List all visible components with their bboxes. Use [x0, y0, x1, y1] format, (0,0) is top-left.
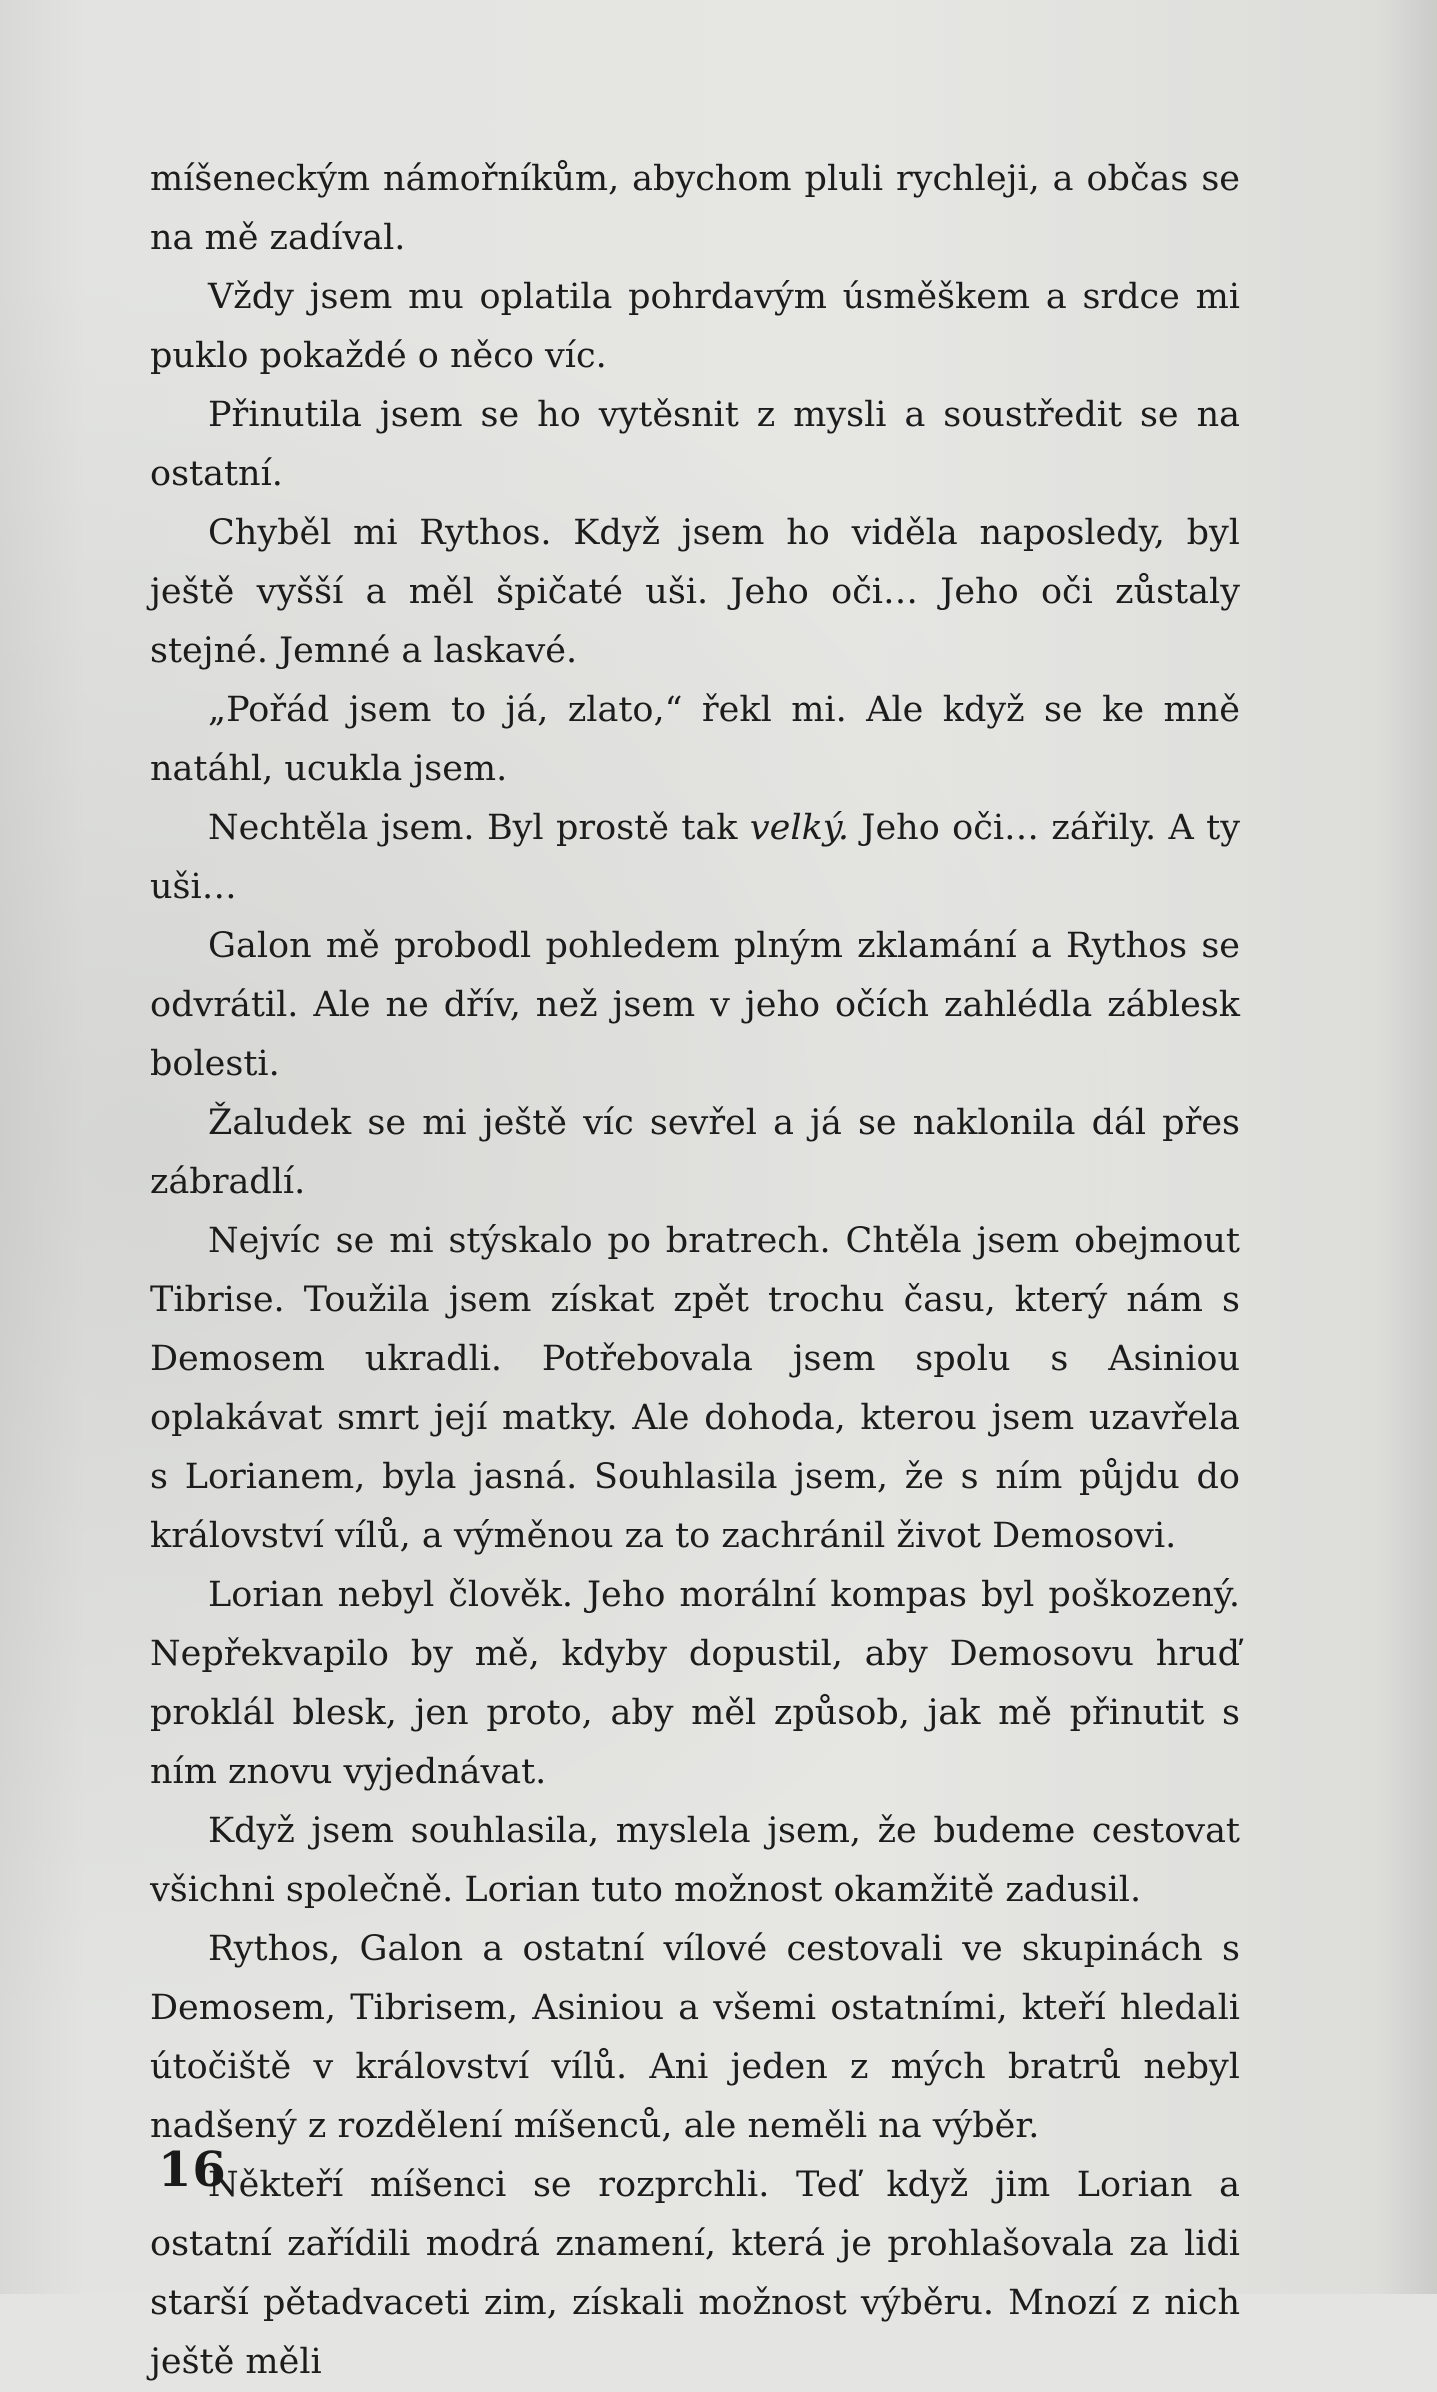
paragraph-5: „Pořád jsem to já, zlato,“ řekl mi. Ale když se ke mně natáhl, ucukla jsem.: [150, 690, 1240, 789]
paragraph-2: Vždy jsem mu oplatila pohrdavým úsměškem a srdce mi puklo pokaždé o něco víc.: [150, 277, 1240, 376]
paragraph-11: Když jsem souhlasila, myslela jsem, že budeme cestovat všichni společně. Lorian tuto možnost okamžitě zadusil.: [150, 1811, 1240, 1910]
paragraph-9: Nejvíc se mi stýskalo po bratrech. Chtěla jsem obejmout Tibrise. Toužila jsem získat zpět trochu času, který nám s Demosem ukradli. Potřebovala jsem spolu s Asiniou oplakávat smrt její matky. Ale dohoda, kterou jsem uzavřela s Lorianem, byla jasná. Souhlasila jsem, že s ním půjdu do království vílů, a výměnou za to zachránil život Demosovi.: [150, 1221, 1240, 1556]
paragraph-6: [150, 799, 1240, 917]
paragraph-6-before: Nechtěla jsem. Byl prostě tak: [208, 808, 750, 848]
paragraph-7: Galon mě probodl pohledem plným zklamání a Rythos se odvrátil. Ale ne dřív, než jsem v jeho očích zahlédla záblesk bolesti.: [150, 926, 1240, 1084]
page-number: 16: [158, 2142, 227, 2198]
body-text: [150, 150, 1240, 2392]
paragraph-1: míšeneckým námořníkům, abychom pluli rychleji, a občas se na mě zadíval.: [150, 159, 1240, 258]
paragraph-13: Někteří míšenci se rozprchli. Teď když jim Lorian a ostatní zařídili modrá znamení, která je prohlašovala za lidi starší pětadvaceti zim, získali možnost výběru. Mnozí z nich ještě měli: [150, 2165, 1240, 2382]
paragraph-6-italic: velký.: [749, 808, 850, 848]
paragraph-10: Lorian nebyl člověk. Jeho morální kompas byl poškozený. Nepřekvapilo by mě, kdyby dopustil, aby Demosovu hruď proklál blesk, jen proto, aby měl způsob, jak mě přinutit s ním znovu vyjednávat.: [150, 1575, 1240, 1792]
paragraph-8: Žaludek se mi ještě víc sevřel a já se naklonila dál přes zábradlí.: [150, 1103, 1240, 1202]
paragraph-12: Rythos, Galon a ostatní vílové cestovali ve skupinách s Demosem, Tibrisem, Asiniou a všemi ostatními, kteří hledali útočiště v království vílů. Ani jeden z mých bratrů nebyl nadšený z rozdělení míšenců, ale neměli na výběr.: [150, 1929, 1240, 2146]
paragraph-3: Přinutila jsem se ho vytěsnit z mysli a soustředit se na ostatní.: [150, 395, 1240, 494]
paragraph-4: Chyběl mi Rythos. Když jsem ho viděla naposledy, byl ještě vyšší a měl špičaté uši. Jeho oči… Jeho oči zůstaly stejné. Jemné a laskavé.: [150, 513, 1240, 671]
paragraph-6-after: Jeho oči… zářily. A ty uši…: [150, 808, 1240, 907]
